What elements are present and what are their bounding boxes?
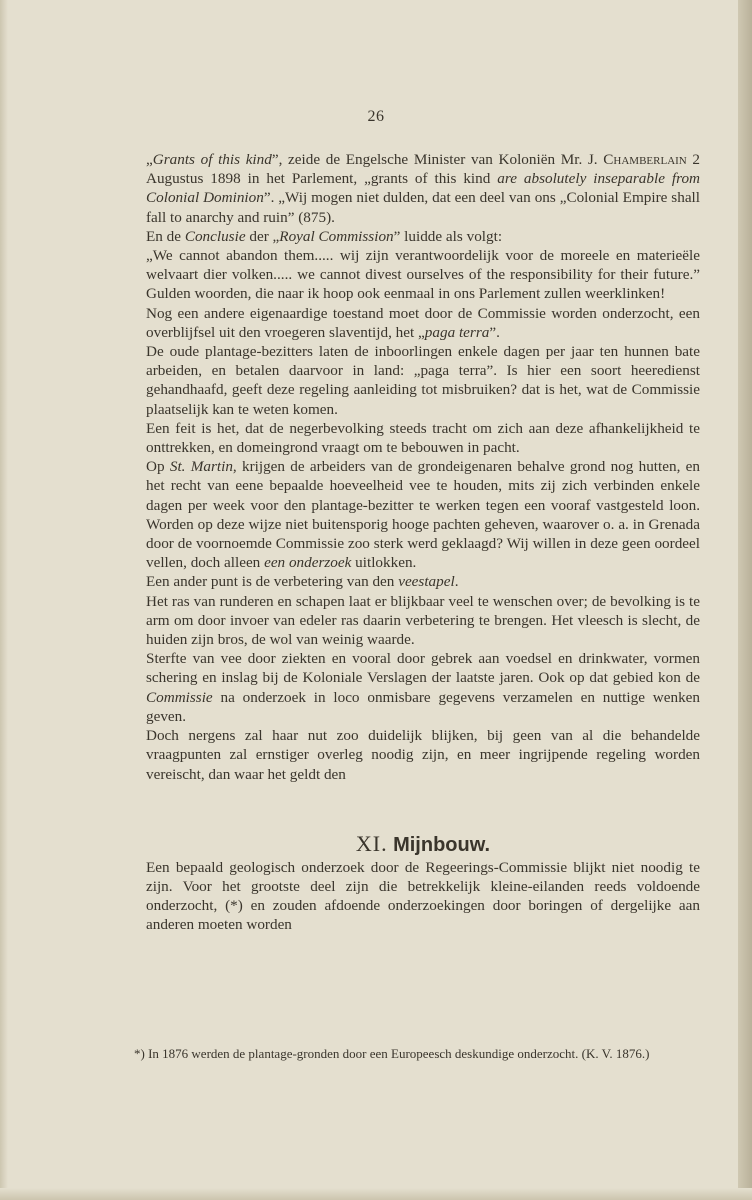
paragraph [146, 592, 700, 650]
text-run: der „ [245, 227, 280, 245]
page-number: 26 [367, 108, 385, 125]
body-text [146, 150, 700, 935]
text-run: uitlokken. [351, 554, 417, 572]
text-run: Op [146, 458, 170, 476]
italic-text: are absolutely inseparable from Colonial Dominion [146, 170, 700, 207]
page-left-edge [0, 0, 8, 1200]
italic-text: Royal Commission [279, 227, 394, 245]
paragraph [146, 342, 700, 419]
text-run: na onderzoek in loco onmisbare gegevens verzamelen en nuttige wenken geven. [146, 688, 700, 725]
paragraph [146, 649, 700, 726]
text-run: „ [146, 151, 153, 168]
paragraphs-before-heading [146, 150, 700, 784]
text-run: ”. „Wij mogen niet dulden, dat een deel van ons „Colonial Empire shall fall to anarchy and ruin” (875). [146, 189, 700, 226]
text-run: De oude plantage-bezitters laten de inboorlingen enkele dagen per jaar ten hunnen bate arbeiden, en betalen daarvoor in land: „paga terra”. Is hier een soort heeredienst gehandhaafd, geeft deze regeling aanleiding tot misbruiken? dat is het, wat de Commissie plaatselijk kan te weten komen. [146, 343, 700, 418]
text-run: Doch nergens zal haar nut zoo duidelijk blijken, bij geen van al die behandelde vraagpunten zal ernstiger overleg noodig zijn, en meer ingrijpende regeling worden vereischt, dan waar het geldt den [146, 727, 700, 783]
text-run: Nog een andere eigenaardige toestand moet door de Commissie worden onderzocht, een overblijfsel uit den vroegeren slaventijd, het „ [146, 304, 700, 341]
paragraph [146, 227, 700, 246]
text-run: Sterfte van vee door ziekten en vooral door gebrek aan voedsel en drinkwater, vormen schering en inslag bij de Koloniale Verslagen der laatste jaren. Ook op dat gebied kon de [146, 650, 700, 687]
paragraph [146, 572, 700, 591]
paragraph [146, 457, 700, 572]
text-run: Het ras van runderen en schapen laat er blijkbaar veel te wenschen over; de bevolking is te arm om door invoer van edeler ras daarin verbetering te brengen. Het vleesch is slecht, de huiden zijn bros, de wol van weinig waarde. [146, 592, 700, 649]
paragraph [146, 150, 700, 227]
italic-text: Commissie [146, 688, 213, 706]
page-bottom-edge [0, 1188, 752, 1200]
page-right-edge [738, 0, 752, 1200]
italic-text: St. Martin [169, 458, 233, 476]
text-run: ”, zeide de Engelsche Minister van Koloniën Mr. J. [271, 151, 604, 168]
paragraph [146, 304, 700, 342]
text-run: 2 Augustus 1898 in het Parlement, „grants of this kind [146, 151, 701, 188]
section-title: Mijnbouw. [393, 833, 491, 856]
paragraphs-after-heading [146, 858, 700, 935]
text-run: , krijgen de arbeiders van de grondeigenaren behalve grond nog hutten, en het recht van eene bepaalde hoeveelheid vee te houden, mits zij zich verbinden enkele dagen per week voor den plantage-bezitter te werken tegen een vooraf vastgesteld loon. Worden op deze wijze niet buitensporig hooge pachten geheven, waarover o. a. in Grenada door de voornoemde Commissie zoo sterk werd geklaagd? Wij willen in deze geen oordeel vellen, doch alleen [146, 458, 700, 572]
paragraph [146, 858, 700, 935]
text-run: Een ander punt is de verbetering van den [146, 573, 399, 591]
italic-text: veestapel [398, 573, 455, 591]
text-run: . [454, 573, 459, 591]
section-number: XI. [355, 830, 388, 856]
text-run: Een bepaald geologisch onderzoek door de Regeerings-Commissie blijkt niet noodig te zijn. Voor het grootste deel zijn die betrekkelijk kleine-eilanden reeds voldoende onderzocht, (*) en zouden afdoende onderzoekingen door boringen of dergelijke aan anderen moeten worden [146, 858, 700, 934]
section-heading [146, 831, 700, 858]
text-run: „We cannot abandon them..... wij zijn verantwoordelijk voor de moreele en materieële welvaart dier volken..... we cannot divest ourselves of the responsibility for their future.” Gulden woorden, die naar ik hoop ook eenmaal in ons Parlement zullen weerklinken! [146, 247, 700, 303]
italic-text: paga terra [424, 323, 490, 341]
footnote: *) In 1876 werden de plantage-gronden door een Europeesch deskundige onderzocht. (K. V. 1876.) [134, 1046, 650, 1061]
text-run: Chamberlain [603, 151, 687, 168]
text-run: Een feit is het, dat de negerbevolking steeds tracht om zich aan deze afhankelijkheid te onttrekken, en domeingrond vraagt om te bebouwen in pacht. [146, 419, 700, 457]
paragraph [146, 419, 700, 457]
paragraph [146, 726, 700, 784]
paragraph [146, 246, 700, 304]
text-run: En de [146, 227, 185, 245]
italic-text: Grants of this kind [152, 151, 272, 168]
text-run: ”. [489, 323, 500, 341]
italic-text: een onderzoek [264, 554, 352, 572]
text-run: ” luidde als volgt: [393, 227, 503, 245]
italic-text: Conclusie [184, 227, 246, 245]
